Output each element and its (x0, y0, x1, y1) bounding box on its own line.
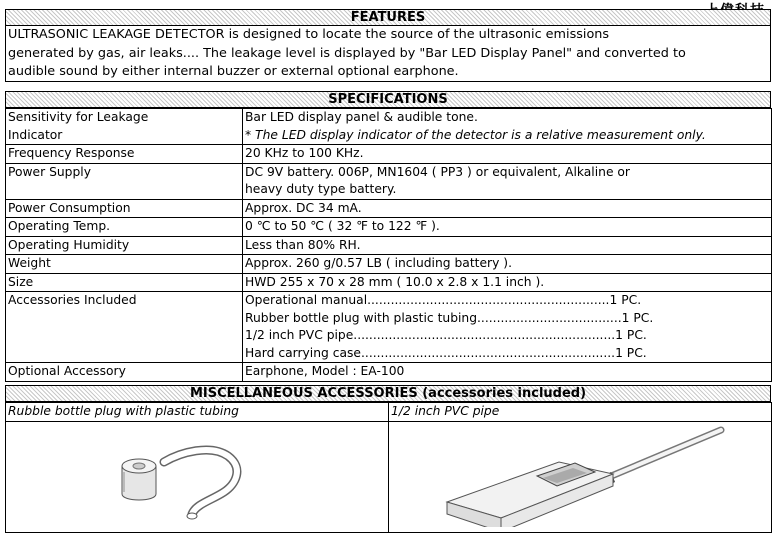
misc-col-heading: Rubble bottle plug with plastic tubing (6, 403, 389, 422)
spec-label-line: Sensitivity for Leakage (8, 110, 149, 124)
misc-col-heading: 1/2 inch PVC pipe (389, 403, 772, 422)
spec-value (243, 109, 772, 145)
spec-label-line: Indicator (8, 127, 63, 142)
specifications-table (5, 108, 772, 382)
spec-label: Operating Humidity (6, 236, 243, 255)
spec-label: Power Consumption (6, 199, 243, 218)
table-row (6, 199, 772, 218)
misc-title: MISCELLANEOUS ACCESSORIES (accessories included) (189, 386, 587, 401)
spec-value: 20 KHz to 100 KHz. (243, 145, 772, 164)
accessory-item: Rubber bottle plug with plastic tubing.....................................1 PC. (245, 310, 654, 325)
table-row (6, 273, 772, 292)
table-row (6, 255, 772, 274)
accessory-item: Hard carrying case.................................................................1 PC. (245, 345, 647, 360)
table-row (6, 403, 772, 422)
spec-label: Power Supply (6, 163, 243, 199)
features-header (5, 9, 771, 26)
misc-table (5, 402, 772, 533)
spec-value: Less than 80% RH. (243, 236, 772, 255)
table-row (6, 292, 772, 363)
spec-value (243, 292, 772, 363)
features-line: audible sound by either internal buzzer or external optional earphone. (8, 64, 459, 79)
spec-value-line: heavy duty type battery. (245, 182, 397, 196)
specifications-header (5, 91, 771, 108)
features-title: FEATURES (350, 10, 426, 25)
spec-value: Approx. 260 g/0.57 LB ( including battery ). (243, 255, 772, 274)
accessory-item: 1/2 inch PVC pipe...................................................................1 PC. (245, 328, 647, 342)
spec-label: Operating Temp. (6, 218, 243, 237)
features-line: ULTRASONIC LEAKAGE DETECTOR is designed to locate the source of the ultrasonic emissions (8, 27, 610, 42)
spec-value: HWD 255 x 70 x 28 mm ( 10.0 x 2.8 x 1.1 inch ). (243, 273, 772, 292)
table-row (6, 236, 772, 255)
spec-label: Optional Accessory (6, 363, 243, 382)
spec-note: * The LED display indicator of the detector is a relative measurement only. (245, 127, 706, 142)
table-row (6, 218, 772, 237)
bottle-plug-image (6, 422, 389, 527)
table-row (6, 363, 772, 382)
spec-value: Approx. DC 34 mA. (243, 199, 772, 218)
accessory-item: Operational manual..............................................................1 PC. (245, 293, 642, 307)
features-text (5, 26, 771, 82)
table-row (6, 109, 772, 145)
spec-label (6, 109, 243, 145)
spec-label: Size (6, 273, 243, 292)
table-row (6, 145, 772, 164)
features-line: generated by gas, air leaks.... The leakage level is displayed by "Bar LED Display Panel" and converted to (8, 45, 686, 61)
pvc-pipe-image (389, 422, 772, 527)
table-row (6, 163, 772, 199)
spec-label: Accessories Included (6, 292, 243, 363)
spec-value-line: DC 9V battery. 006P, MN1604 ( PP3 ) or equivalent, Alkaline or (245, 164, 630, 179)
pvc-pipe-image-cell (389, 421, 772, 533)
table-row (6, 421, 772, 533)
bottle-plug-image-cell (6, 421, 389, 533)
misc-header (5, 385, 771, 402)
specifications-title: SPECIFICATIONS (328, 92, 448, 107)
spec-value: 0 ℃ to 50 ℃ ( 32 ℉ to 122 ℉ ). (243, 218, 772, 237)
spec-value: Earphone, Model : EA-100 (243, 363, 772, 382)
spec-label: Frequency Response (6, 145, 243, 164)
spec-label: Weight (6, 255, 243, 274)
spec-value (243, 163, 772, 199)
spec-value-line: Bar LED display panel & audible tone. (245, 110, 478, 124)
